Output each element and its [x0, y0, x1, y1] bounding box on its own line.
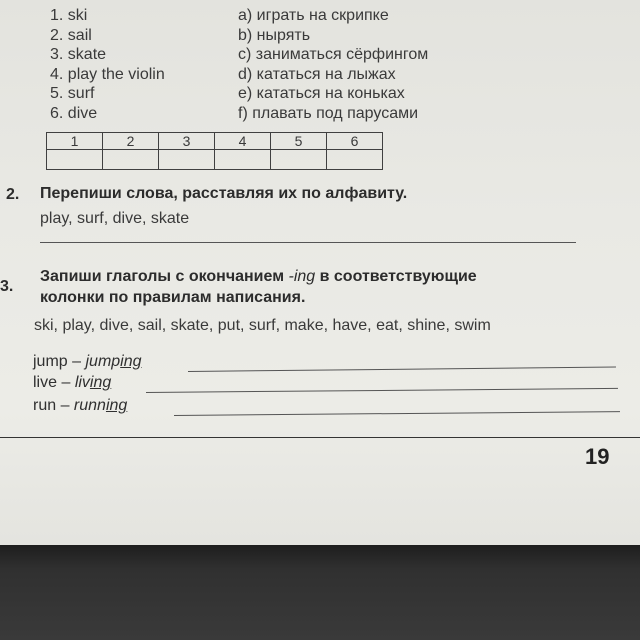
answer-table-header-row — [47, 133, 383, 150]
exercise-3-title-line2: колонки по правилам написания. — [40, 289, 306, 306]
translation-item: f) плавать под парусами — [238, 104, 419, 122]
word-item: 1. ski — [50, 7, 88, 24]
translation-list — [238, 6, 498, 124]
exercise-3-words: ski, play, dive, sail, skate, put, surf, make, have, eat, shine, swim — [34, 317, 491, 334]
exercise-2-number: 2. — [6, 186, 20, 203]
answer-cell[interactable] — [47, 150, 103, 170]
page-number: 19 — [585, 444, 610, 469]
exercise-3-title — [40, 267, 477, 287]
translation-item: d) кататься на лыжах — [238, 65, 396, 83]
example-stem: jump — [85, 353, 121, 370]
example-run-answer-line[interactable] — [174, 411, 620, 416]
answer-table-header: 4 — [215, 133, 271, 150]
example-jump-answer-line[interactable] — [188, 367, 616, 372]
answer-cell[interactable] — [159, 150, 215, 170]
desk-background — [0, 545, 640, 640]
translation-item: b) нырять — [238, 26, 311, 44]
example-ending: ing — [120, 353, 142, 370]
word-item: 3. skate — [50, 46, 107, 64]
example-run — [33, 397, 127, 415]
answer-table-header: 2 — [103, 133, 159, 150]
example-live-answer-line[interactable] — [146, 388, 618, 393]
example-dash: – — [57, 374, 75, 391]
example-dash: – — [67, 353, 86, 370]
answer-cell[interactable] — [327, 150, 383, 170]
answer-table-answer-row — [47, 150, 383, 170]
example-base: jump — [33, 353, 68, 370]
example-ending: ing — [105, 397, 128, 414]
example-ending: ing — [89, 374, 112, 391]
translation-item: c) заниматься сёрфингом — [238, 46, 429, 64]
example-live — [33, 374, 111, 392]
answer-table-header: 3 — [159, 133, 215, 150]
example-base: run — [33, 397, 57, 414]
example-stem: runn — [73, 397, 106, 414]
answer-cell[interactable] — [271, 150, 327, 170]
answer-table-header: 1 — [47, 133, 103, 150]
page-divider — [0, 437, 640, 438]
exercise-3-title-part2: в соответствующие — [315, 268, 477, 285]
answer-cell[interactable] — [103, 150, 159, 170]
word-item: 4. play the violin — [50, 65, 165, 83]
answer-table — [46, 132, 383, 170]
exercise-3-title-ending: -ing — [288, 268, 316, 285]
word-item: 6. dive — [50, 104, 98, 122]
answer-table-header: 5 — [271, 133, 327, 150]
example-base: live — [33, 374, 58, 391]
exercise-2-title: Перепиши слова, расставляя их по алфавиту. — [40, 185, 408, 202]
word-list — [50, 6, 240, 124]
translation-item: e) кататься на коньках — [238, 85, 405, 103]
answer-cell[interactable] — [215, 150, 271, 170]
answer-table-header: 6 — [327, 133, 383, 150]
exercise-2-answer-line[interactable] — [40, 242, 576, 243]
example-stem: liv — [74, 374, 90, 391]
example-dash: – — [56, 397, 74, 414]
example-jump — [33, 353, 142, 371]
exercise-3-number: 3. — [0, 278, 14, 295]
translation-item: a) играть на скрипке — [238, 7, 389, 24]
exercise-3-title-part1: Запиши глаголы с окончанием — [40, 268, 289, 285]
word-item: 2. sail — [50, 26, 92, 44]
word-item: 5. surf — [50, 85, 95, 103]
exercise-2-words: play, surf, dive, skate — [40, 210, 190, 227]
